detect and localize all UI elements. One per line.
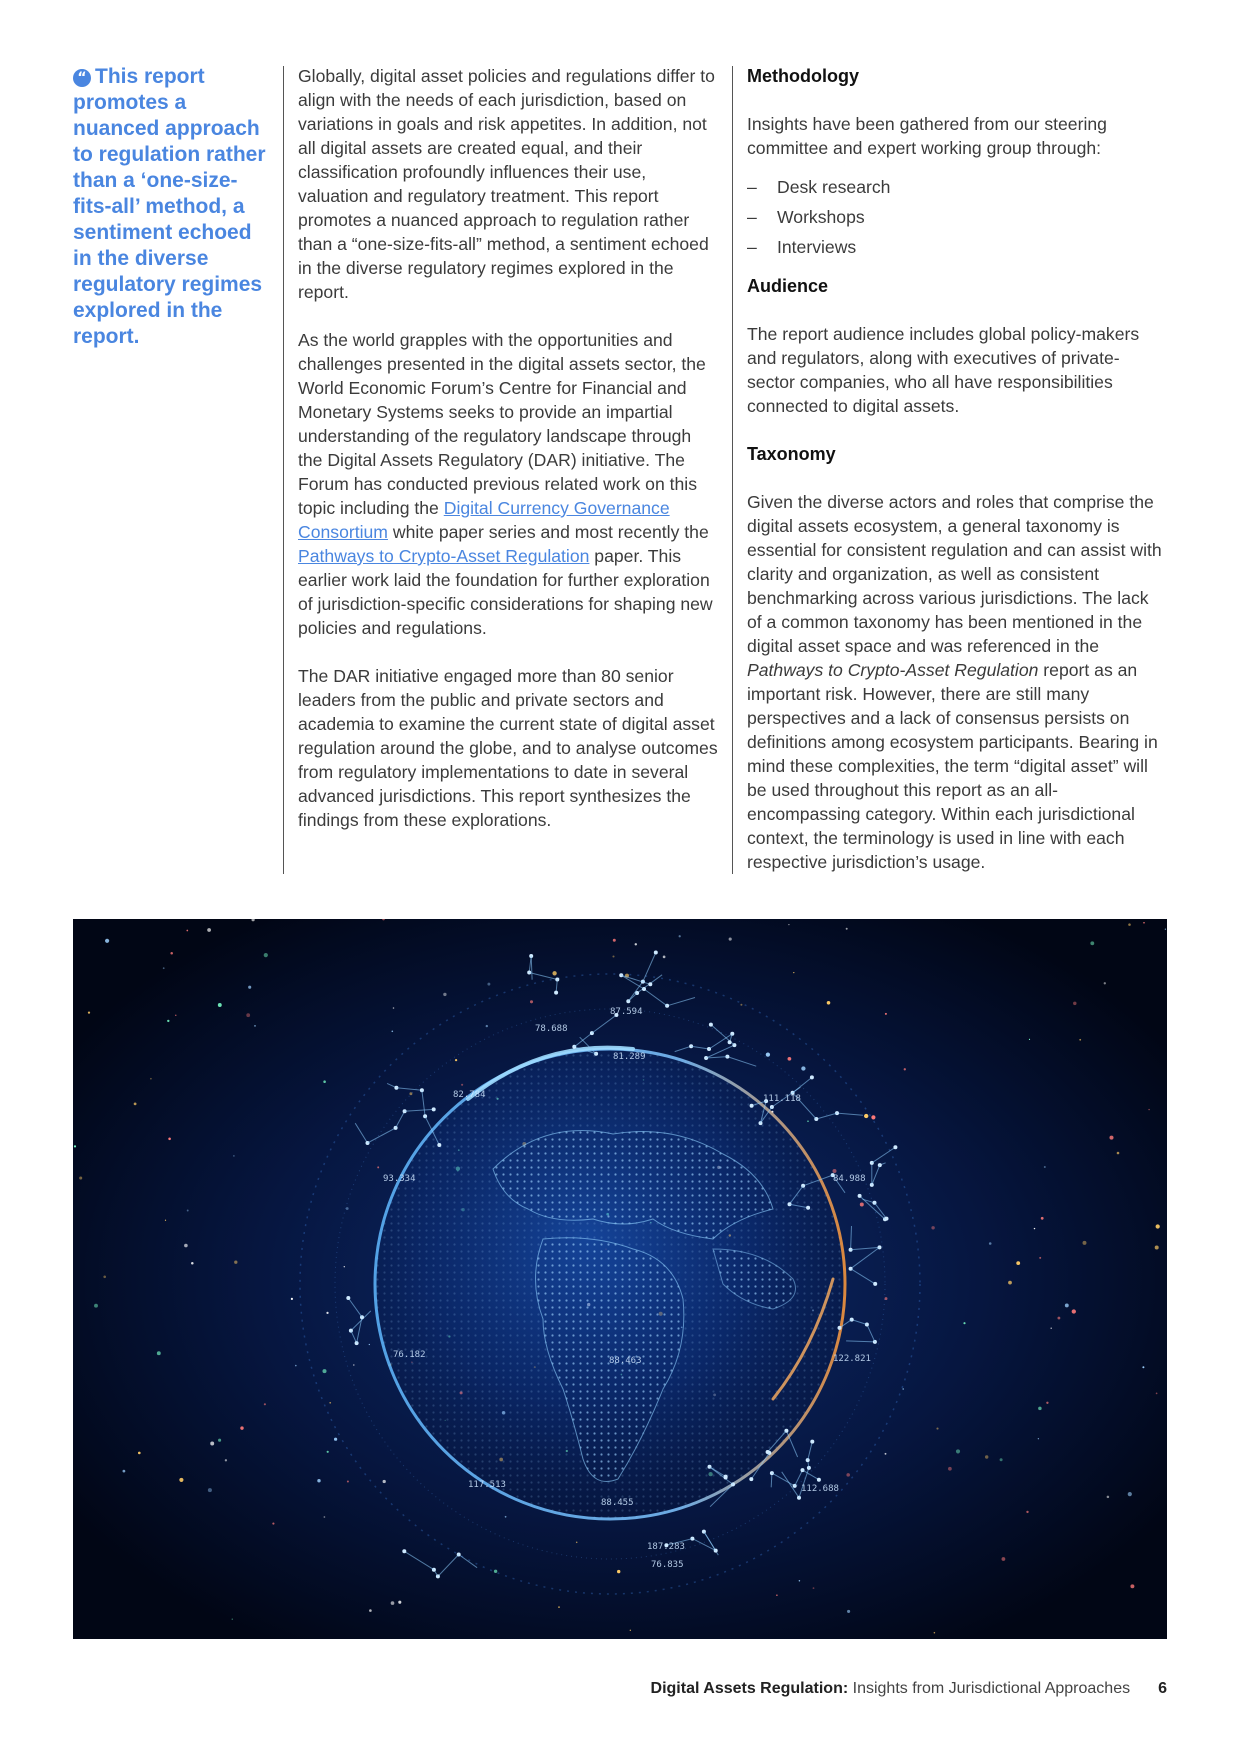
globe-number-label: 88.455: [601, 1498, 634, 1508]
star-dot: [847, 1610, 850, 1613]
star-dot: [210, 1442, 214, 1446]
network-node: [858, 1194, 862, 1198]
network-node: [838, 1326, 842, 1330]
network-node: [394, 1126, 398, 1130]
star-dot: [807, 1120, 809, 1122]
column-divider: [732, 66, 733, 874]
star-dot: [963, 1322, 965, 1324]
star-dot: [218, 1439, 221, 1442]
star-dot: [167, 1020, 169, 1022]
star-dot: [552, 971, 556, 975]
star-dot: [291, 1298, 293, 1300]
star-dot: [1002, 1557, 1006, 1561]
star-dot: [74, 1145, 76, 1147]
star-dot: [94, 1304, 98, 1308]
star-dot: [1143, 922, 1145, 924]
star-dot: [234, 1261, 237, 1264]
star-dot: [904, 1068, 906, 1070]
star-dot: [1057, 1317, 1060, 1320]
star-dot: [1016, 1261, 1020, 1265]
star-dot: [931, 1226, 934, 1229]
star-dot: [391, 1030, 393, 1032]
star-dot: [398, 1601, 401, 1604]
star-dot: [1029, 1039, 1030, 1040]
star-dot: [846, 928, 848, 930]
star-dot: [902, 1388, 904, 1390]
link-digital-currency-governance-consortium[interactable]: Digital Currency Governance Consortium: [298, 498, 670, 542]
star-dot: [272, 1523, 274, 1525]
star-dot: [985, 1455, 988, 1458]
star-dot: [1065, 1303, 1069, 1307]
network-node: [810, 1440, 814, 1444]
star-dot: [88, 1011, 90, 1013]
star-dot: [248, 986, 251, 989]
star-dot: [1107, 1496, 1110, 1499]
star-dot: [505, 1516, 507, 1518]
star-dot: [827, 1001, 831, 1005]
star-dot: [1073, 1002, 1076, 1005]
globe-network-image: [73, 919, 1167, 1639]
star-dot: [799, 1580, 801, 1582]
star-dot: [233, 1155, 235, 1157]
star-dot: [369, 1609, 372, 1612]
star-dot: [461, 1084, 463, 1086]
star-dot: [1155, 1246, 1159, 1250]
network-node: [709, 1023, 713, 1027]
taxonomy-text: Given the diverse actors and roles that comprise the digital assets ecosystem, a general taxonomy is essential for consistent regulation and can assist with clarity and organization, as well as consistent benchmarking across various jurisdictions. The lack of a common taxonomy has been mentioned in the digital asset space and was referenced in the Pathways to Crypto-Asset Regulation report as an important risk. However, there are still many perspectives and a lack of consensus persists on definitions among ecosystem participants. Bearing in mind these complexities, the term “digital asset” will be used throughout this report as an all-encompassing category. Within each jurisdictional context, the terminology is used in line with each respective jurisdiction’s usage.: [747, 492, 1162, 872]
star-dot: [871, 1115, 875, 1119]
star-dot: [1046, 1402, 1048, 1404]
star-dot: [1104, 982, 1106, 984]
methodology-heading: Methodology: [747, 66, 859, 86]
star-dot: [369, 1344, 370, 1345]
star-dot: [443, 993, 446, 996]
star-dot: [207, 928, 211, 932]
star-dot: [157, 1351, 161, 1355]
star-dot: [948, 1467, 952, 1471]
footer-subtitle: Insights from Jurisdictional Approaches: [848, 1680, 1131, 1697]
network-node: [873, 1282, 877, 1286]
star-dot: [353, 1364, 355, 1366]
methodology-text: Insights have been gathered from our steering committee and expert working group through:: [747, 114, 1107, 158]
star-dot: [317, 1479, 320, 1482]
star-dot: [264, 953, 268, 957]
network-node: [554, 991, 558, 995]
globe-number-label: 81.289: [613, 1052, 646, 1062]
star-dot: [832, 1169, 836, 1173]
star-dot: [383, 1480, 386, 1483]
star-dot: [956, 1449, 960, 1453]
star-dot: [788, 924, 789, 925]
star-dot: [1117, 1152, 1120, 1155]
star-dot: [486, 1025, 488, 1027]
star-dot: [860, 1203, 864, 1207]
network-node: [437, 1143, 441, 1147]
middle-column: [298, 64, 718, 856]
star-dot: [391, 1601, 395, 1605]
star-dot: [246, 1013, 250, 1017]
star-dot: [163, 967, 165, 969]
star-dot: [776, 1594, 777, 1595]
network-node: [817, 1478, 821, 1482]
star-dot: [663, 956, 666, 959]
star-dot: [170, 952, 173, 955]
list-item: – Interviews: [747, 232, 1167, 262]
star-dot: [613, 939, 616, 942]
page-number: 6: [1158, 1680, 1167, 1697]
globe-number-label: 117.513: [468, 1480, 506, 1490]
star-dot: [679, 935, 681, 937]
star-dot: [740, 1004, 742, 1006]
globe-number-label: 76.835: [651, 1560, 684, 1570]
star-dot: [208, 1488, 212, 1492]
star-dot: [1109, 1136, 1113, 1140]
star-dot: [409, 1092, 412, 1095]
star-dot: [1130, 1584, 1134, 1588]
list-item: – Workshops: [747, 202, 1167, 232]
network-node: [810, 1075, 814, 1079]
audience-heading: Audience: [747, 276, 829, 296]
star-dot: [295, 1365, 297, 1367]
network-node: [724, 1476, 728, 1480]
star-dot: [846, 1473, 850, 1477]
link-pathways-crypto-asset-regulation[interactable]: Pathways to Crypto-Asset Regulation: [298, 546, 590, 566]
network-node: [648, 982, 652, 986]
star-dot: [134, 1103, 137, 1106]
star-dot: [175, 1015, 176, 1016]
star-dot: [334, 1438, 337, 1441]
star-dot: [1156, 1393, 1158, 1395]
star-dot: [323, 1080, 326, 1083]
footer-title: Digital Assets Regulation:: [650, 1680, 849, 1697]
star-dot: [1156, 1224, 1160, 1228]
star-dot: [168, 1138, 171, 1141]
star-dot: [487, 983, 490, 986]
star-dot: [612, 955, 614, 957]
star-dot: [1079, 1039, 1081, 1041]
globe-number-label: 111.118: [763, 1094, 801, 1104]
star-dot: [1026, 1511, 1028, 1513]
globe-number-label: 187.283: [647, 1542, 685, 1552]
star-dot: [393, 1007, 395, 1009]
star-dot: [494, 1570, 497, 1573]
star-dot: [326, 1312, 328, 1314]
star-dot: [165, 1220, 166, 1221]
star-dot: [191, 1262, 194, 1265]
star-dot: [934, 1632, 936, 1634]
pull-quote-text: This report promotes a nuanced approach to regulation rather than a ‘one-size-fits-all’ method, a sentiment echoed in the diverse regulatory regimes explored in the report.: [73, 65, 266, 348]
paragraph-dar: As the world grapples with the opportunities and challenges presented in the digital assets sector, the World Economic Forum’s Centre for Financial and Monetary Systems seeks to provide an impartial understanding of the regulatory landscape through the Digital Assets Regulatory (DAR) initiative. The Forum has conducted previous related work on this topic including the Digital Currency Governance Consortium white paper series and most recently the Pathways to Crypto-Asset Regulation paper. This earlier work laid the foundation for further exploration of jurisdiction-specific considerations for shaping new policies and regulations.: [298, 330, 713, 638]
star-dot: [630, 1630, 631, 1631]
star-dot: [324, 1516, 326, 1518]
star-dot: [179, 1478, 183, 1482]
star-dot: [530, 1000, 533, 1003]
network-node: [750, 1104, 754, 1108]
star-dot: [801, 1066, 805, 1070]
network-node: [346, 1296, 350, 1300]
star-dot: [864, 1114, 868, 1118]
star-dot: [1038, 1407, 1042, 1411]
paragraph-initiative: The DAR initiative engaged more than 80 senior leaders from the public and private sectors and academia to examine the current state of digital asset regulation around the globe, and to analyse outcomes from regulatory implementations to date in several advanced jurisdictions. This report synthesizes the findings from these explorations.: [298, 666, 718, 830]
network-node: [432, 1107, 436, 1111]
taxonomy-heading: Taxonomy: [747, 444, 836, 464]
star-dot: [1008, 1281, 1012, 1285]
network-node: [402, 1549, 406, 1553]
star-dot: [347, 1480, 349, 1482]
star-dot: [813, 1587, 815, 1589]
star-dot: [1034, 1228, 1035, 1229]
star-dot: [346, 1207, 349, 1210]
star-dot: [793, 972, 794, 973]
globe-number-label: 76.182: [393, 1350, 426, 1360]
methods-list: [747, 172, 1167, 262]
star-dot: [788, 1057, 792, 1061]
star-dot: [1128, 1492, 1132, 1496]
star-dot: [254, 1025, 256, 1027]
star-dot: [1000, 1458, 1003, 1461]
star-dot: [240, 1426, 243, 1429]
star-dot: [1142, 1366, 1144, 1368]
column-divider: [283, 66, 284, 874]
globe-number-label: 93.334: [383, 1174, 416, 1184]
star-dot: [103, 1275, 106, 1278]
quote-icon: “: [73, 69, 91, 87]
pull-quote: [73, 64, 271, 350]
star-dot: [989, 1242, 992, 1245]
star-dot: [187, 1210, 189, 1212]
star-dot: [1038, 1438, 1039, 1439]
right-column: [747, 64, 1167, 898]
star-dot: [1128, 923, 1131, 926]
star-dot: [936, 1428, 938, 1430]
globe-number-label: 87.594: [610, 1007, 643, 1017]
list-item: – Desk research: [747, 172, 1167, 202]
star-dot: [558, 1606, 560, 1608]
star-dot: [1044, 1166, 1046, 1168]
star-dot: [885, 1453, 887, 1455]
star-dot: [766, 1052, 770, 1056]
network-node: [806, 1206, 810, 1210]
network-node: [873, 1340, 877, 1344]
globe-number-label: 122.821: [833, 1354, 871, 1364]
globe-number-label: 82.784: [453, 1090, 486, 1100]
star-dot: [329, 1402, 331, 1404]
star-dot: [1148, 1109, 1149, 1110]
star-dot: [322, 1369, 326, 1373]
star-dot: [105, 939, 109, 943]
star-dot: [635, 943, 637, 945]
globe-number-label: 112.688: [801, 1484, 839, 1494]
globe-number-label: 78.688: [535, 1024, 568, 1034]
network-node: [349, 1329, 353, 1333]
star-dot: [232, 1618, 233, 1619]
star-dot: [576, 1542, 578, 1544]
star-dot: [264, 1403, 266, 1405]
network-node: [878, 1163, 882, 1167]
audience-text: The report audience includes global policy-makers and regulators, along with executives of private-sector companies, who all have responsibilities connected to digital assets.: [747, 324, 1140, 416]
star-dot: [138, 1452, 141, 1455]
star-dot: [377, 1166, 379, 1168]
network-node: [654, 951, 658, 955]
star-dot: [186, 930, 188, 932]
star-dot: [184, 1244, 188, 1248]
star-dot: [79, 1176, 82, 1179]
network-node: [893, 1145, 897, 1149]
star-dot: [729, 938, 732, 941]
star-dot: [1165, 929, 1166, 930]
globe-number-label: 88.463: [609, 1356, 642, 1366]
network-node: [749, 1477, 753, 1481]
star-dot: [344, 1266, 345, 1267]
star-dot: [1083, 1241, 1087, 1245]
star-dot: [123, 1470, 126, 1473]
star-dot: [1039, 1257, 1041, 1259]
star-dot: [1050, 1328, 1051, 1329]
globe-number-label: 84.988: [833, 1174, 866, 1184]
star-dot: [885, 1013, 887, 1015]
star-dot: [327, 1451, 329, 1453]
globe-illustration: [73, 919, 1167, 1639]
star-dot: [455, 1059, 457, 1061]
network-node: [728, 1040, 732, 1044]
star-dot: [1041, 1217, 1044, 1220]
page-footer: [651, 1680, 1167, 1698]
network-line: [771, 1473, 772, 1487]
star-dot: [1072, 1309, 1076, 1313]
star-dot: [617, 1570, 620, 1573]
paragraph-intro: Globally, digital asset policies and regulations differ to align with the needs of each jurisdiction, based on variations in goals and risk appetites. In addition, not all digital assets are created equal, and their classification profoundly influences their use, valuation and regulatory treatment. This report promotes a nuanced approach to regulation rather than a “one-size-fits-all” method, a sentiment echoed in the diverse regulatory regimes explored in the report.: [298, 66, 715, 302]
star-dot: [1090, 941, 1094, 945]
star-dot: [150, 1078, 152, 1080]
star-dot: [225, 1459, 227, 1461]
star-dot: [218, 1003, 222, 1007]
